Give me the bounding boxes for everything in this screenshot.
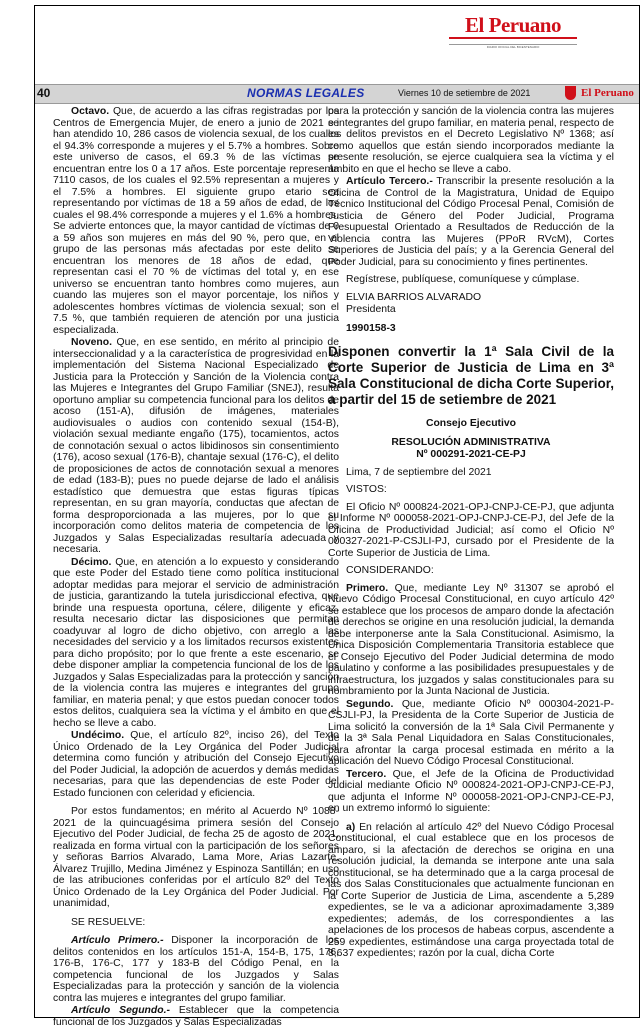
paragraph-undecimo: Undécimo. Que, el artículo 82º, inciso 26), del Texto Único Ordenado de la Ley Orgánica del Poder Judicial determina como función y atribución del Consejo Ejecutivo del Poder Judicial, la adopción de acuerdos y demás medidas necesarias, para que las dependencias de este Poder del Estado funcionen con celeridad y eficiencia. xyxy=(53,730,339,799)
vistos-heading: VISTOS: xyxy=(346,484,387,495)
logo-rule xyxy=(449,37,577,45)
page-number: 40 xyxy=(37,86,51,100)
paragraph-primero: Primero. Que, mediante Ley Nº 31307 se aprobó el Nuevo Código Procesal Constitucional, en cuyo artículo 42º se establece que los procesos de amparo donde la afectación de derechos se origine en una resolución judicial, la demanda debe interponerse ante la Sala Constitucional. Asimismo, la Única Disposición Complementaria Transitoria establece que el Consejo Ejecutivo del Poder Judicial determina de modo paulatino y conforme a las posibilidades presupuestales y de infraestructura, los juzgados y salas constitucionales para su nombramiento por la Junta Nacional de Justicia. xyxy=(328,582,614,697)
issue-date: Viernes 10 de setiembre de 2021 xyxy=(398,88,531,98)
considerando-heading: CONSIDERANDO: xyxy=(346,565,434,576)
header-brand: El Peruano xyxy=(581,87,634,99)
place-date: Lima, 7 de septiembre del 2021 xyxy=(346,466,492,478)
paragraph-segundo: Segundo. Que, mediante Oficio Nº 000304-2021-P-CSJLI-PJ, la Presidenta de la Corte Superior de Justicia de Lima solicitó la conversión de la 1ª Sala Civil Permanente y de la 3ª Sala Penal Liquidadora en Salas Constitucionales, para afrontar la carga procesal estimada en mérito a la aplicación del Nuevo Código Procesal Constitucional. xyxy=(328,698,614,767)
paragraph-noveno: Noveno. Que, en ese sentido, en mérito al principio de interseccionalidad y a la característica de progresividad en la implementación del Sistema Nacional Especializado de Justicia para la Protección y Sanción de la Violencia contra las Mujeres e Integrantes del Grupo Familiar (SNEJ), resulta oportuno ampliar su competencia funcional para los delitos de acoso (151-A), difusión de imágenes, materiales audiovisuales o audios con contenido sexual (154-B), violación sexual mediante engaño (175), tocamientos, actos de connotación sexual o actos libidinosos sin consentimiento (176), acoso sexual (176-B), chantaje sexual (176-C), el delito de proposiciones de actos de connotación sexual a menores de edad (183-B); pues no puede dejarse de lado el análisis estadístico que demuestra que estas figuras típicas representan, en su gran mayoría, conductas que afectan de forma desproporcionada a las mujeres, por lo que su incorporación como delitos materia de competencia de los Juzgados y Salas Especializadas resultaría adecuada y necesaria. xyxy=(53,337,339,555)
issuer: Consejo Ejecutivo xyxy=(425,418,517,429)
logo-tagline: DIARIO OFICIAL DEL BICENTENARIO xyxy=(486,45,540,49)
right-column xyxy=(328,106,614,1011)
articulo-segundo: Artículo Segundo.- Establecer que la competencia funcional de los Juzgados y Salas Especializadas xyxy=(53,1005,339,1028)
coat-of-arms-icon xyxy=(565,86,576,100)
resolution-number: Nº 000291-2021-CE-PJ xyxy=(416,449,526,460)
section-title: NORMAS LEGALES xyxy=(247,86,365,100)
resolution-title: Disponen convertir la 1ª Sala Civil de la Corte Superior de Justicia de Lima en 3ª Sala Constitucional de dicha Corte Superior, a partir del 15 de setiembre de 2021 xyxy=(328,344,614,407)
paragraph-octavo: Octavo. Que, de acuerdo a las cifras registradas por los Centros de Emergencia Mujer, de enero a junio de 2021 se han atendido 10, 286 casos de violencia sexual, de los cuales el 94.3% corresponde a mujeres y el 5.7% a hombres. Sobre este universo de casos, el 69.3 % de las víctimas se encuentran entre los 0 a 17 años. Este porcentaje representa 7110 casos, de los cuales el 92.5% representan a mujeres y el 7.5% a hombres. El siguiente grupo etario sea representando por víctimas de 18 a 59 años de edad, de los cuales el 98.4% corresponde a mujeres y el 1.6% a hombres. Se advierte entonces que, la mayor cantidad de víctimas de 0 a 59 años son mujeres en más del 90 %, pero que, en el grupo de las personas más afectadas por este delito se encuentran los menores de 18 años de edad, que representan casi el 70 % de víctimas del total y, en ese universo se encuentran tanto hombres como mujeres, aun cuando las mujeres son el mayor porcentaje, los niños y adolescentes hombres víctimas de violencia sexual; son el 7.5 %, que también requieren de atención por una justicia especializada. xyxy=(53,106,339,336)
newspaper-page xyxy=(34,5,640,1028)
signer-role: Presidenta xyxy=(346,304,396,315)
continuation-paragraph: para la protección y sanción de la violencia contra las mujeres e integrantes del grupo familiar, en materia penal, respecto de los delitos previstos en el Decreto Legislativo Nº 1368; así como aquellos que están siendo incorporados mediante la presente resolución, se ejerce cualquiera sea la víctima y el ámbito en que el hecho se lleve a cabo. xyxy=(328,106,614,175)
se-resuelve: SE RESUELVE: xyxy=(71,916,146,928)
section-header xyxy=(35,84,639,104)
articulo-tercero: Artículo Tercero.- Transcribir la presente resolución a la Oficina de Control de la Magistratura, Unidad de Equipo Técnico Institucional del Código Procesal Penal, Comisión de Justicia de Género del Poder Judicial, Programa Presupuestal Orientado a Resultados de Reducción de la Violencia contra las Mujeres (PPoR RVcM), Cortes Superiores de Justicia del país; y a la Gerencia General del Poder Judicial, para su conocimiento y fines pertinentes. xyxy=(328,176,614,268)
vistos-text: El Oficio Nº 000824-2021-OPJ-CNPJ-CE-PJ, que adjunta el Informe Nº 000058-2021-OPJ-CNPJ-CE-PJ, del Jefe de la Oficina de Productividad Judicial; así como el Oficio Nº 000327-2021-P-CSJLI-PJ, cursado por el Presidente de la Corte Superior de Justicia de Lima. xyxy=(328,501,614,559)
paragraph-fundamentos: Por estos fundamentos; en mérito al Acuerdo Nº 1088-2021 de la quincuagésima primera sesión del Consejo Ejecutivo del Poder Judicial, de fecha 25 de agosto de 2021, realizada en forma virtual con la participación de los señores y señoras Barrios Alvarado, Lama More, Arias Lazarte, Álvarez Trujillo, Medina Jiménez y Espinoza Santillán; en uso de las atribuciones conferidas por el artículo 82º del Texto Único Ordenado de la Ley Orgánica del Poder Judicial. Por unanimidad, xyxy=(53,806,339,909)
resolution-label: RESOLUCIÓN ADMINISTRATIVA xyxy=(391,436,551,448)
signer-name: ELVIA BARRIOS ALVARADO xyxy=(346,291,482,303)
paragraph-a: a) En relación al artículo 42º del Nuevo Código Procesal Constitucional, el cual establece que en los procesos de amparo, si la afectación de derechos se origina en una resolución judicial, la demanda se interpone ante una sala constitucional, se ha determinado que a la carga procesal de las dos Salas Constitucionales que actualmente funcionan en la Corte Superior de Justicia de Lima, ascendente a 5,289 expedientes, se le va a adicionar aproximadamente 3,389 expedientes; además, de los correspondientes a las apelaciones de los procesos de habeas corpus, ascendente a 259 expedientes, estimándose una carga proyectada total de 8,637 expedientes; razón por la cual, dicha Corte xyxy=(328,821,614,959)
left-column xyxy=(53,106,339,1028)
masthead xyxy=(449,14,577,49)
document-code: 1990158-3 xyxy=(346,322,396,334)
el-peruano-logo: El Peruano xyxy=(465,13,561,37)
paragraph-tercero: Tercero. Que, el Jefe de la Oficina de Productividad Judicial mediante Oficio Nº 000824-2021-OPJ-CNPJ-CE-PJ, que adjunta el Informe Nº 000058-2021-OPJ-CNPJ-CE-PJ, en un extremo informó lo siguiente: xyxy=(328,768,614,814)
closing-formula: Regístrese, publíquese, comuníquese y cúmplase. xyxy=(346,274,580,285)
paragraph-decimo: Décimo. Que, en atención a lo expuesto y considerando que este Poder del Estado tiene como política institucional adoptar medidas para mejorar el servicio de administración de justicia, garantizando la tutela jurisdiccional efectiva, que brinde una respuesta oportuna, célere, diligente y eficaz, resulta necesario dictar las disposiciones que permitan coadyuvar al logro de dicho objetivo, con arreglo a las necesidades del servicio y a los limitados recursos existentes para dicho propósito; por lo que frente a este escenario, se debe disponer ampliar la competencia funcional de los de los Juzgados y Salas Especializadas para la protección y sanción de la violencia contra las mujeres e integrantes del grupo familiar, en materia penal; y que estos puedan conocer todos estos delitos, cualquiera sea la víctima y el ámbito en que el hecho se lleve a cabo. xyxy=(53,556,339,729)
articulo-primero: Artículo Primero.- Disponer la incorporación de los delitos contenidos en los artículos 151-A, 154-B, 175, 176, 176-B, 176-C, 177 y 183-B del Código Penal, en la competencia funcional de los Juzgados y Salas Especializadas para la protección y sanción de la violencia contra las mujeres e integrantes del grupo familiar. xyxy=(53,935,339,1004)
